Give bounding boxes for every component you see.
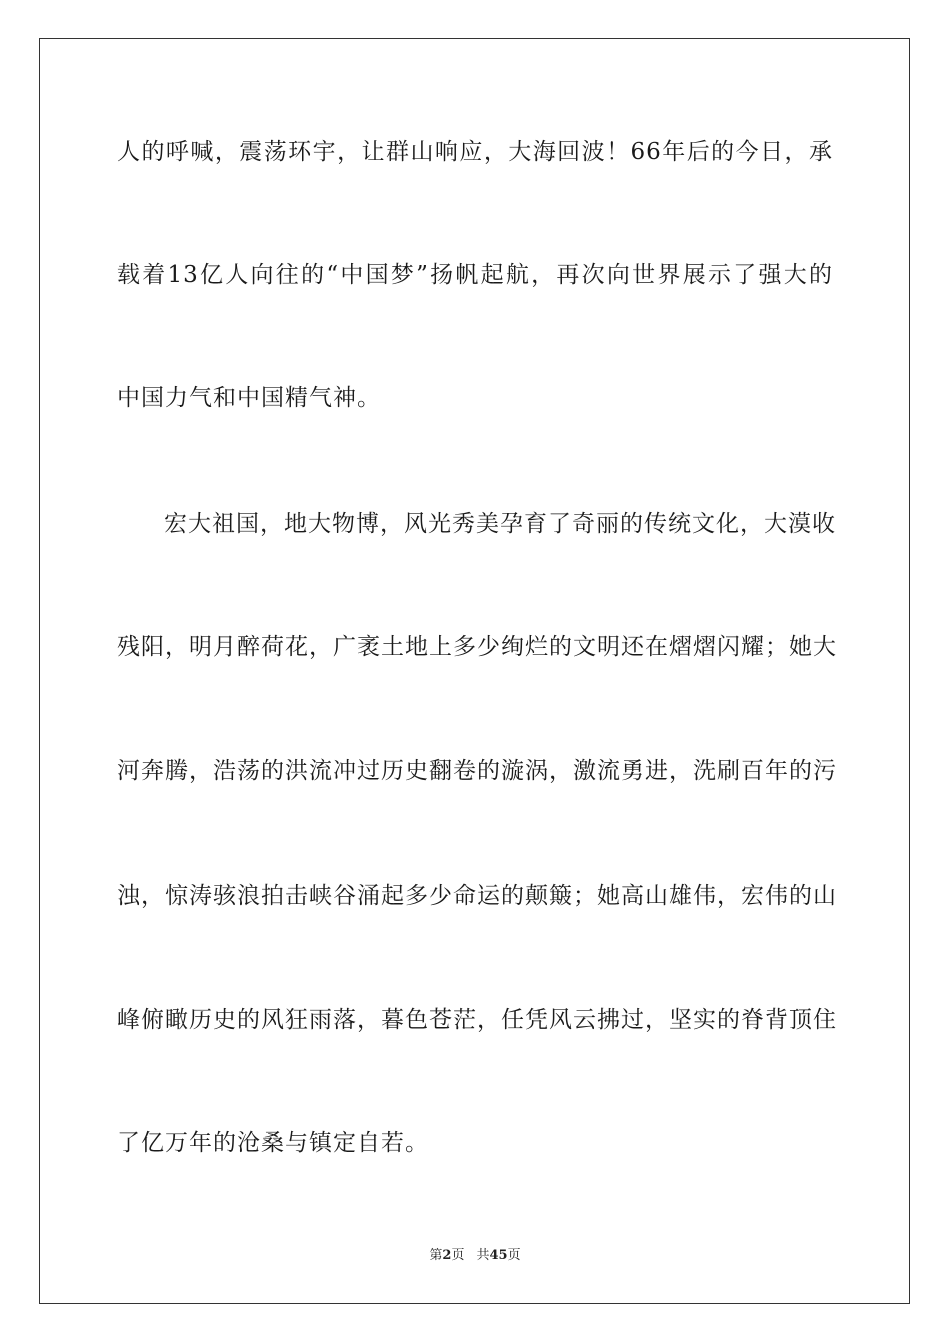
page-footer: [0, 1248, 950, 1264]
page-current: 2: [442, 1248, 452, 1263]
paragraph-2-line-3: 河奔腾，浩荡的洪流冲过历史翻卷的漩涡，激流勇进，洗刷百年的污: [117, 758, 837, 784]
total-suffix: 页: [507, 1248, 521, 1263]
paragraph-2-line-4: 浊，惊涛骇浪拍击峡谷涌起多少命运的颠簸；她高山雄伟，宏伟的山: [117, 883, 837, 909]
page-suffix: 页: [451, 1248, 465, 1263]
paragraph-2-line-2: 残阳，明月醉荷花，广袤土地上多少绚烂的文明还在熠熠闪耀；她大: [117, 634, 837, 660]
paragraph-1-line-3: 中国力气和中国精气神。: [117, 385, 381, 411]
total-pages: 45: [489, 1248, 508, 1263]
paragraph-2-line-5: 峰俯瞰历史的风狂雨落，暮色苍茫，任凭风云拂过，坚实的脊背顶住: [117, 1007, 837, 1033]
paragraph-2-line-6: 了亿万年的沧桑与镇定自若。: [117, 1130, 429, 1156]
page-border: [39, 38, 910, 1304]
paragraph-1-line-1: 人的呼喊，震荡环宇，让群山响应，大海回波！66年后的今日，承: [117, 139, 833, 165]
total-prefix: 共: [476, 1248, 490, 1263]
paragraph-2-line-1: 宏大祖国，地大物博，风光秀美孕育了奇丽的传统文化，大漠收: [164, 511, 836, 537]
paragraph-1-line-2: 载着13亿人向往的“中国梦”扬帆起航，再次向世界展示了强大的: [117, 262, 833, 288]
page-prefix: 第: [429, 1248, 443, 1263]
